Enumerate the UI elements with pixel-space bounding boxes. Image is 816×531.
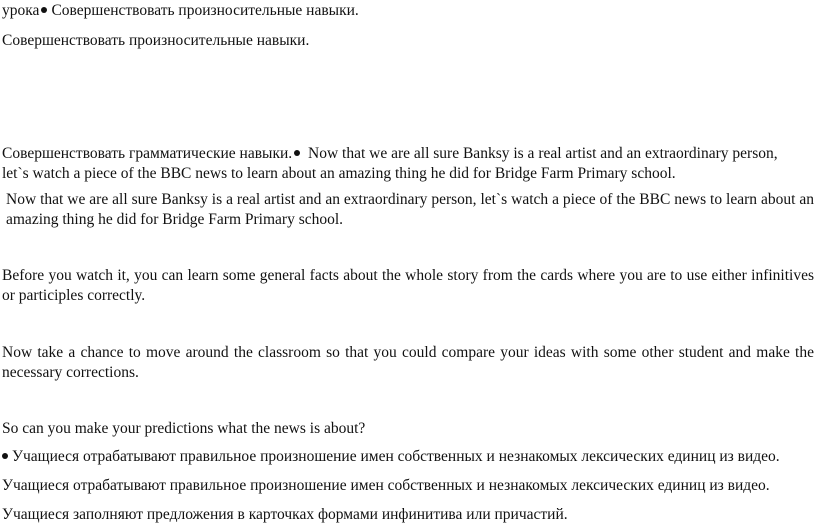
goal-text: Совершенствовать произносительные навыки. [51, 2, 359, 19]
line-lesson-goal [2, 1, 814, 21]
question-predictions: So can you make your predictions what the news is about? [2, 420, 366, 437]
lesson-word: урока [2, 2, 40, 19]
bullet-icon [294, 150, 300, 156]
paragraph-grammar-intro [2, 144, 792, 184]
paragraph-banksy: Now that we are all sure Banksy is a real artist and an extraordinary person, let`s watch a piece of the BBC news to learn about an amazing thing he did for Bridge Farm Primary school. [6, 191, 814, 228]
list-item-text: Учащиеся отрабатывают правильное произношение имен собственных и незнакомых лексических единиц из видео. [12, 448, 780, 465]
goal-pronunciation: Совершенствовать произносительные навыки. [2, 32, 310, 49]
paragraph-move-around: Now take a chance to move around the classroom so that you could compare your ideas with some other student and make the necessary corrections. [2, 344, 814, 381]
list-item-pronunciation-bullet [2, 447, 814, 467]
bullet-icon [2, 453, 8, 459]
grammar-goal: Совершенствовать грамматические навыки. [2, 145, 293, 162]
intro-text: Now that we are all sure Banksy is a real artist and an extraordinary person, let`s watch a piece of the BBC news to learn about an amazing thing he did for Bridge Farm Primary school. [2, 145, 778, 182]
paragraph-before-watch: Before you watch it, you can learn some general facts about the whole story from the cards where you are to use either infinitives or participles correctly. [2, 267, 814, 304]
list-item-cards: Учащиеся заполняют предложения в карточках формами инфинитива или причастий. [2, 506, 568, 523]
list-item-pronunciation: Учащиеся отрабатывают правильное произношение имен собственных и незнакомых лексических единиц из видео. [2, 477, 770, 494]
bullet-icon [41, 7, 47, 13]
